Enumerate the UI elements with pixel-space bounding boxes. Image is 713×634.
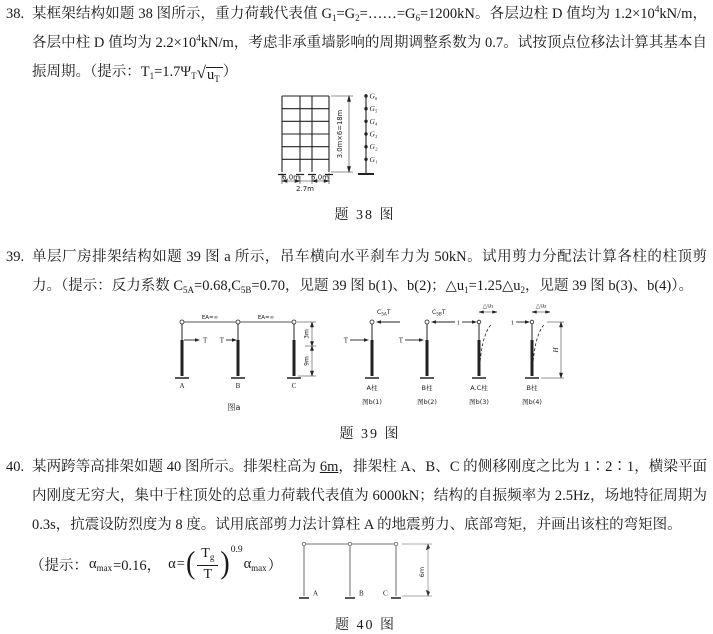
problem-40-body: 某两跨等高排架如题 40 图所示。排架柱高为 6m，排架柱 A、B、C 的侧移刚度之比为 1∶2∶1，横梁平面内刚度无穷大，集中于柱顶处的总重力荷载代表值为 6000kN；结构的自振频率为 2.5Hz，场地特征周期为 0.3s，抗震设防烈度为 8 度。试用底部剪力法计算柱 A 的地震剪力、底部弯矩，并画出该柱的弯矩图。	[32, 459, 708, 533]
dim-bay2-label: 6.0m	[311, 173, 329, 182]
hint-mid: =1.7Ψ	[154, 64, 192, 80]
column-a-label: A	[313, 589, 319, 598]
force-label: T	[203, 336, 208, 345]
problem-40-number: 40.	[6, 459, 25, 475]
hinge-icon	[530, 320, 534, 324]
hint-open: （提示：	[90, 64, 141, 80]
hint-close: ）	[222, 64, 238, 80]
fig-b2-column-B	[399, 309, 455, 406]
b4-caption-2: 图b(4)	[522, 398, 542, 406]
figure-38-frame-drawing	[274, 88, 406, 216]
dim-upper-label: 3m	[303, 329, 311, 339]
height-dimension	[402, 544, 432, 596]
sqrt-sign: √	[196, 63, 206, 82]
problem-38-hint-formula	[90, 63, 238, 84]
b3-caption-1: A.C柱	[470, 384, 488, 392]
lumped-mass-model	[358, 92, 378, 175]
mass-dot	[364, 94, 367, 97]
dim-height-label: 3.0m×6=18m	[336, 109, 344, 159]
force-T-on-A	[184, 337, 208, 345]
reaction-label-c5b: $C_{5B}T$	[432, 309, 446, 318]
mass-dot	[364, 120, 367, 123]
left-paren: (	[185, 545, 196, 582]
fig-b4-column-B	[511, 303, 564, 407]
problem-40	[6, 453, 707, 540]
hinge-icon	[425, 320, 429, 324]
frame-38	[278, 96, 333, 175]
dim-lower-label: 9m	[303, 356, 311, 366]
figure-38-caption: 题 38 图	[334, 208, 396, 223]
hinge-icon	[236, 320, 240, 324]
b2-caption-2: 图b(2)	[417, 398, 437, 406]
fig-b1-column-A	[344, 309, 400, 406]
hinge-icon	[477, 320, 481, 324]
fraction-numerator: $T_g$	[197, 545, 218, 565]
mass-label-g5: G₅	[369, 104, 378, 114]
dim-bay1-label: 6.0m	[282, 173, 300, 182]
force-label: T	[398, 336, 403, 345]
symbol-T-sub: 1	[149, 71, 155, 81]
unit-force-label: 1	[510, 319, 514, 327]
figure-a-caption: 图a	[227, 403, 241, 412]
unit-force-label: 1	[456, 319, 460, 327]
figure-40-caption: 题 40 图	[335, 618, 396, 633]
delta-u1-label: △u₁	[482, 302, 494, 310]
problem-38-body: 某框架结构如题 38 图所示，重力荷载代表值 $G_1=G_2=\dots\dots=G_6=1200kN$。各层边柱 D 值均为 $1.2\times 10^4kN/m$，各层中柱 D 值均为 $2.2\times 10^4kN/m$，考虑非承重墙影响的周期调整系数为 0.7。试按顶点位移法计算其基本自振周期。	[32, 4, 707, 80]
hinge-icon	[348, 542, 352, 546]
fraction-denominator: T	[203, 566, 213, 582]
frame-beams	[282, 96, 329, 159]
ea-label-2: EA=∞	[257, 315, 275, 321]
column-a-label: A	[179, 382, 185, 390]
height-H-label: H	[552, 347, 560, 353]
hint-eq1: =0.16，	[113, 557, 162, 574]
bent-a	[175, 315, 316, 412]
problem-40-hint-formula: （提示： $\alpha_{max}$ =0.16， α = ( $\frac{T_g}{T}$ ) $^{0.9}$ $\alpha_{max}$ ）	[30, 545, 283, 582]
ea-label-1: EA=∞	[201, 315, 219, 321]
delta-u2-dimension	[532, 311, 550, 314]
mass-label-g2: G₂	[369, 142, 378, 152]
reaction-label-c5a: $C_{5A}T$	[377, 309, 391, 318]
radicand-base: u	[206, 67, 215, 83]
b2-caption-1: B柱	[421, 384, 433, 392]
bent-40	[299, 542, 432, 598]
tg-over-t-fraction	[197, 545, 218, 582]
hinge-icon	[292, 320, 296, 324]
b1-caption-2: 图b(1)	[362, 398, 382, 406]
fig-b3-columns-AC	[457, 303, 497, 407]
hint-open: （提示：	[30, 557, 88, 574]
mass-dot	[364, 158, 367, 161]
hinge-icon	[302, 542, 306, 546]
alpha-symbol: α	[168, 555, 176, 572]
problem-39-body: 单层厂房排架结构如题 39 图 a 所示，吊车横向水平刹车力为 50kN。试用剪力分配法计算各柱的柱顶剪力。（提示：反力系数 $C_{5A}=0.68,C_{5B}=0.70$，见题 39 图 b(1)、b(2)；$\triangle u_1=1.25\triangle u_2$，见题 39 图 b(3)、b(4)）。	[32, 249, 707, 295]
delta-u1-dimension	[479, 311, 497, 314]
hint-close: ）	[267, 557, 283, 574]
radicand	[206, 67, 223, 83]
symbol-T: T	[140, 64, 150, 80]
delta-u2-label: △u₂	[535, 302, 547, 310]
column-c-label: C	[291, 382, 297, 390]
alpha-max-symbol-2: $\alpha_{max}$	[243, 555, 267, 573]
problem-38-number: 38.	[6, 6, 25, 22]
mass-label-g1: G₁	[369, 154, 378, 164]
force-label: T	[219, 336, 224, 345]
mass-label-g6: G₆	[369, 91, 378, 101]
figure-39-bent-drawing	[172, 300, 567, 418]
hint-eq2: =	[176, 555, 185, 572]
hinge-icon	[370, 320, 374, 324]
psi-sub: T	[191, 71, 197, 81]
force-T-on-B	[220, 337, 237, 345]
right-paren: )	[220, 545, 230, 582]
force-label: T	[343, 336, 348, 345]
problem-39	[6, 243, 707, 301]
figure-40-bent-drawing	[298, 536, 446, 610]
mass-dot	[364, 132, 367, 135]
figure-39-caption: 题 39 图	[339, 427, 401, 442]
mass-label-g3: G₃	[369, 129, 378, 139]
mass-dot	[364, 107, 367, 110]
b4-caption-1: B柱	[526, 384, 538, 392]
problem-39-number: 39.	[6, 249, 25, 265]
problem-38	[6, 0, 707, 87]
radicand-sub: T	[214, 74, 220, 84]
column-b-label: B	[235, 382, 241, 390]
column-b-label: B	[359, 589, 364, 598]
column-c-label: C	[383, 589, 388, 598]
dim-mid-label: 2.7m	[296, 185, 314, 193]
hinge-icon	[180, 320, 184, 324]
b1-caption-1: A柱	[366, 384, 378, 392]
b3-caption-2: 图b(3)	[469, 398, 489, 406]
dim-6m-label: 6m	[418, 566, 426, 578]
mass-dot	[364, 145, 367, 148]
hinge-icon	[394, 542, 398, 546]
mass-label-g4: G₄	[369, 116, 378, 126]
alpha-max-symbol: $\alpha_{max}$	[89, 555, 113, 573]
